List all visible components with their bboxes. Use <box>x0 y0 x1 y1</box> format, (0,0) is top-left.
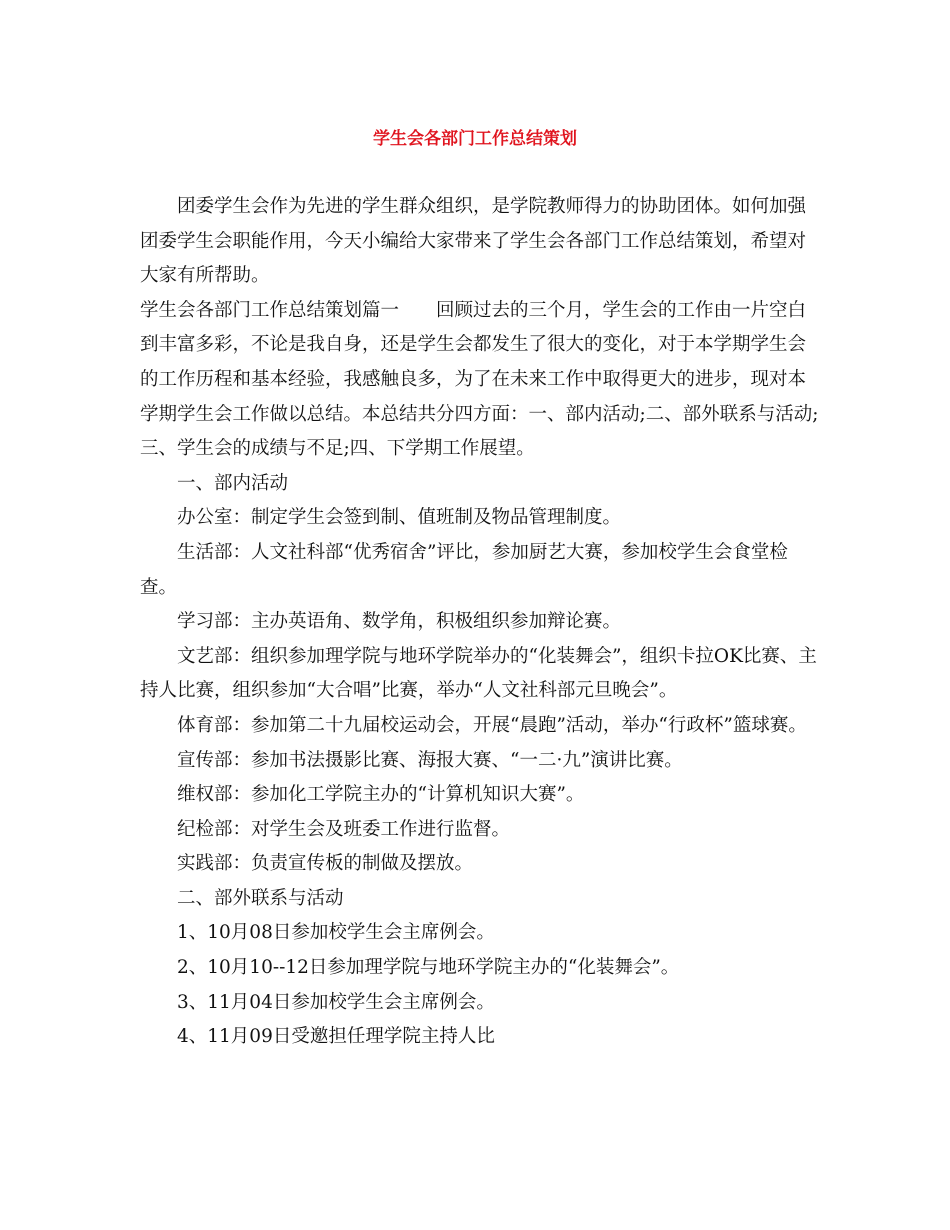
paragraph: 宣传部：参加书法摄影比赛、海报大赛、“一二·九”演讲比赛。 <box>177 749 683 771</box>
paragraph: 生活部：人文社科部“优秀宿舍”评比，参加厨艺大赛，参加校学生会食堂检查。 <box>140 541 788 598</box>
paragraph: 学生会各部门工作总结策划篇一 回顾过去的三个月，学生会的工作由一片空白到丰富多彩，不论是我自身，还是学生会都发生了很大的变化，对于本学期学生会的工作历程和基本经验，我感触良多，为了在未来工作中取得更大的进步，现对本学期学生会工作做以总结。本总结共分四方面：一、部内活动;二、部外联系与活动;三、学生会的成绩与不足;四、下学期工作展望。 <box>140 299 819 460</box>
list-item: 4、11月09日受邀担任理学院主持人比 <box>177 1026 495 1048</box>
paragraph: 纪检部：对学生会及班委工作进行监督。 <box>177 818 511 840</box>
list-item: 2、10月10--12日参加理学院与地环学院主办的“化装舞会”。 <box>177 957 680 979</box>
paragraph: 学习部：主办英语角、数学角，积极组织参加辩论赛。 <box>177 611 622 633</box>
paragraph: 体育部：参加第二十九届校运动会，开展“晨跑”活动，举办“行政杯”篮球赛。 <box>177 714 807 736</box>
paragraph: 团委学生会作为先进的学生群众组织，是学院教师得力的协助团体。如何加强团委学生会职能作用，今天小编给大家带来了学生会各部门工作总结策划，希望对大家有所帮助。 <box>140 196 807 287</box>
list-item: 1、10月08日参加校学生会主席例会。 <box>177 922 495 944</box>
paragraph: 实践部：负责宣传板的制做及摆放。 <box>177 853 474 875</box>
paragraph: 文艺部：组织参加理学院与地环学院举办的“化装舞会”，组织卡拉OK比赛、主持人比赛，组织参加“大合唱”比赛，举办“人文社科部元旦晚会”。 <box>140 645 817 702</box>
section-heading: 二、部外联系与活动 <box>177 887 344 909</box>
list-item: 3、11月04日参加校学生会主席例会。 <box>177 991 495 1013</box>
section-heading: 一、部内活动 <box>177 472 289 494</box>
document-title: 学生会各部门工作总结策划 <box>373 129 577 149</box>
paragraph: 维权部：参加化工学院主办的“计算机知识大赛”。 <box>177 784 585 806</box>
paragraph: 办公室：制定学生会签到制、值班制及物品管理制度。 <box>177 507 622 529</box>
document-body <box>140 190 820 1055</box>
